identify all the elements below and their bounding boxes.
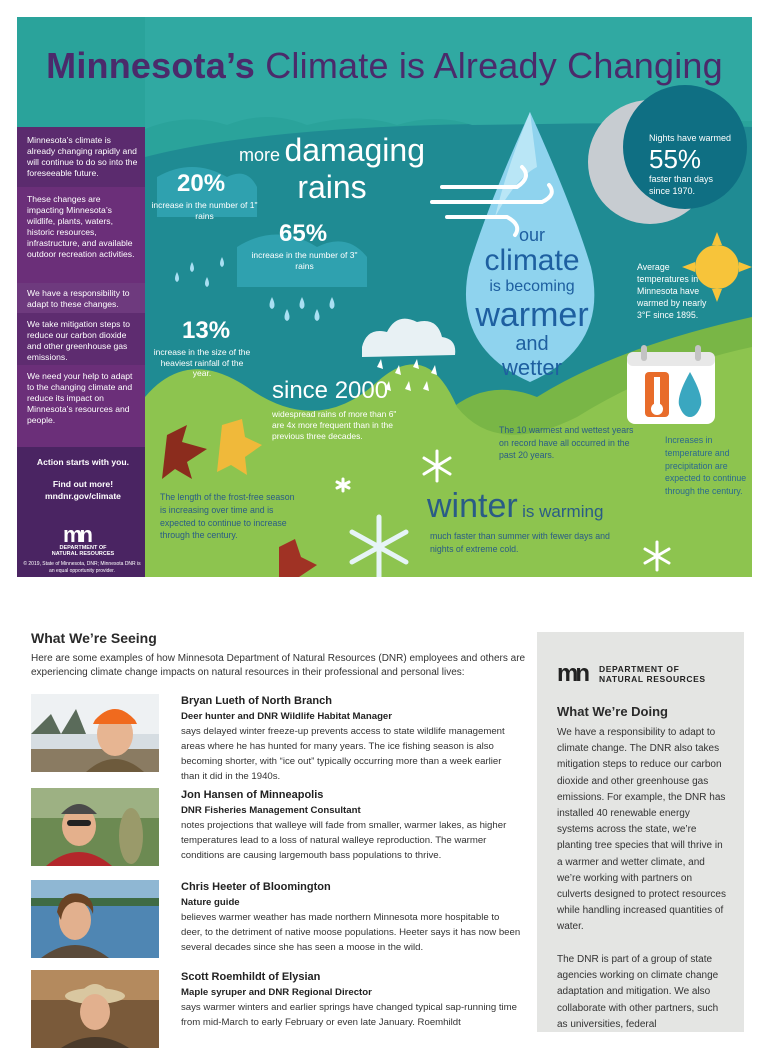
scott-photo — [31, 970, 159, 1048]
person-entry — [31, 788, 521, 868]
since-2000-heading: since 2000 — [272, 377, 389, 404]
title-rest-part: Climate is Already Changing — [255, 45, 723, 86]
jon-photo — [31, 788, 159, 866]
person-text: says warmer winters and earlier springs have changed typical sap-running time from mid-March to early February or even late January. Roemhildt — [181, 1002, 517, 1028]
person-name: Bryan Lueth of North Branch — [181, 695, 332, 707]
is-warming-word: is warming — [522, 502, 604, 521]
title-bold-part: Minnesota’s — [46, 45, 256, 86]
person-info — [181, 788, 521, 863]
sidebar-paragraph: Minnesota’s climate is already changing rapidly and will continue to do so into the foreseeable future. — [27, 135, 138, 178]
action-text: Action starts with you. — [36, 457, 130, 467]
and-word: and — [515, 333, 549, 355]
climate-word: climate — [484, 244, 580, 277]
person-entry — [31, 970, 521, 1050]
poster-sidebar — [17, 127, 145, 577]
find-out-text: Find out more! — [52, 479, 114, 489]
panel-logo-line2: NATURAL RESOURCES — [599, 674, 706, 684]
since-2000-text: widespread rains of more than 6" are 4x more frequent than in the previous three decades. — [272, 409, 397, 441]
increases-text: Increases in temperature and precipitation are expected to continue through the century. — [665, 435, 747, 497]
doing-paragraph-1: We have a responsibility to adapt to climate change. The DNR also takes mitigation steps to reduce our carbon dioxide and other greenhouse gas emissions. For example, the DNR has installed 40 renewable energy systems across the state, we’re planting tree species that will thrive in a warmer and wetter climate, and we’re working with partners on culverts designed to protect resources while handling increased quantities of water. — [557, 727, 726, 933]
person-role: Maple syruper and DNR Regional Director — [181, 987, 372, 998]
nights-text: faster than days since 1970. — [649, 174, 714, 196]
person-role: Nature guide — [181, 897, 240, 908]
winter-heading — [427, 487, 603, 526]
chris-photo — [31, 880, 159, 958]
climate-poster — [17, 17, 752, 577]
person-text: says delayed winter freeze-up prevents access to state wildlife management areas where he has hunted for many years. The ice fishing season is also becoming shorter, with “ice out” typically occurring more than a week earlier than it did in the 1940s. — [181, 726, 505, 782]
is-becoming-word: is becoming — [489, 278, 575, 295]
our-word: our — [518, 225, 545, 245]
person-name: Chris Heeter of Bloomington — [181, 881, 331, 893]
doing-paragraph-2: The DNR is part of a group of state agencies working on climate change adaptation and mitigation. We also collaborate with other partners, such as universities, federal — [557, 954, 719, 1030]
sidebar-paragraph: These changes are impacting Minnesota’s wildlife, plants, waters, historic resources, infrastructure, and available outdoor recreation activities. — [27, 194, 135, 259]
logo-line2: NATURAL RESOURCES — [51, 551, 115, 557]
panel-logo-line1: DEPARTMENT OF — [599, 664, 680, 674]
logo-line1: DEPARTMENT OF — [59, 545, 107, 551]
poster-title — [17, 45, 752, 87]
copyright-text: © 2019, State of Minnesota, DNR; Minnesota DNR is an equal opportunity provider. — [23, 561, 141, 574]
person-info — [181, 970, 521, 1030]
climate-url-link[interactable]: mndnr.gov/climate — [45, 491, 121, 501]
nights-percent: 55% — [649, 144, 702, 174]
person-name: Jon Hansen of Minneapolis — [181, 789, 324, 801]
person-role: DNR Fisheries Management Consultant — [181, 805, 361, 816]
person-info — [181, 880, 521, 955]
person-info — [181, 694, 521, 784]
ten-warmest-text: The 10 warmest and wettest years on record have all occurred in the past 20 years. — [499, 425, 634, 460]
average-temperature-text: Average temperatures in Minnesota have warmed by nearly 3°F since 1895. — [637, 262, 707, 320]
wetter-word: wetter — [502, 355, 562, 380]
mn-logo-icon: mn — [557, 660, 587, 687]
bryan-photo — [31, 694, 159, 772]
winter-text: much faster than summer with fewer days and nights of extreme cold. — [430, 531, 610, 554]
nights-label: Nights have warmed — [649, 133, 732, 143]
winter-word: winter — [427, 487, 518, 525]
stat-13-percent: 13% — [182, 317, 231, 344]
damaging-word: damaging — [284, 132, 425, 168]
person-entry — [31, 694, 521, 782]
person-role: Deer hunter and DNR Wildlife Habitat Manager — [181, 711, 393, 722]
stat-13-text: increase in the size of the heaviest rainfall of the year. — [153, 347, 251, 378]
sidebar-paragraph: We take mitigation steps to reduce our carbon dioxide and other greenhouse gas emissions. — [27, 319, 131, 362]
person-name: Scott Roemhildt of Elysian — [181, 971, 321, 983]
frost-free-text: The length of the frost-free season is increasing over time and is expected to continue to increase through the century. — [160, 492, 295, 541]
what-were-doing-panel — [537, 632, 744, 1032]
stat-20-text: increase in the number of 1" rains — [151, 200, 258, 221]
seeing-intro: Here are some examples of how Minnesota Department of Natural Resources (DNR) employees and others are experiencing climate change impacts on natural resources in their professional and personal lives: — [31, 653, 526, 678]
sidebar-paragraph: We need your help to adapt to the changing climate and reduce its impact on Minnesota’s resources and people. — [27, 371, 133, 425]
more-word: more — [238, 145, 280, 165]
person-text: notes projections that walleye will fade from smaller, warmer lakes, as higher temperatures lead to a loss of natural walleye reproduction. The warmer conditions are causing largemouth bass populations to thrive. — [181, 820, 507, 861]
climate-drop-text — [457, 225, 607, 381]
warmer-word: warmer — [475, 296, 589, 334]
what-were-doing-heading: What We’re Doing — [557, 704, 668, 719]
damaging-rains-heading — [227, 132, 437, 209]
dnr-logo-icon: mn — [63, 522, 90, 547]
stat-20-percent: 20% — [177, 170, 226, 197]
sidebar-paragraph: We have a responsibility to adapt to these changes. — [27, 288, 130, 309]
person-text: believes warmer weather has made northern Minnesota more hospitable to deer, to the detriment of native moose populations. Heeter says it has now been several decades since she has seen a moose in the wild. — [181, 912, 521, 953]
stat-65-percent: 65% — [279, 220, 328, 247]
stat-65-text: increase in the number of 3" rains — [251, 250, 358, 271]
person-entry — [31, 880, 521, 960]
what-were-seeing-heading: What We’re Seeing — [31, 630, 157, 646]
rains-word: rains — [297, 169, 367, 205]
